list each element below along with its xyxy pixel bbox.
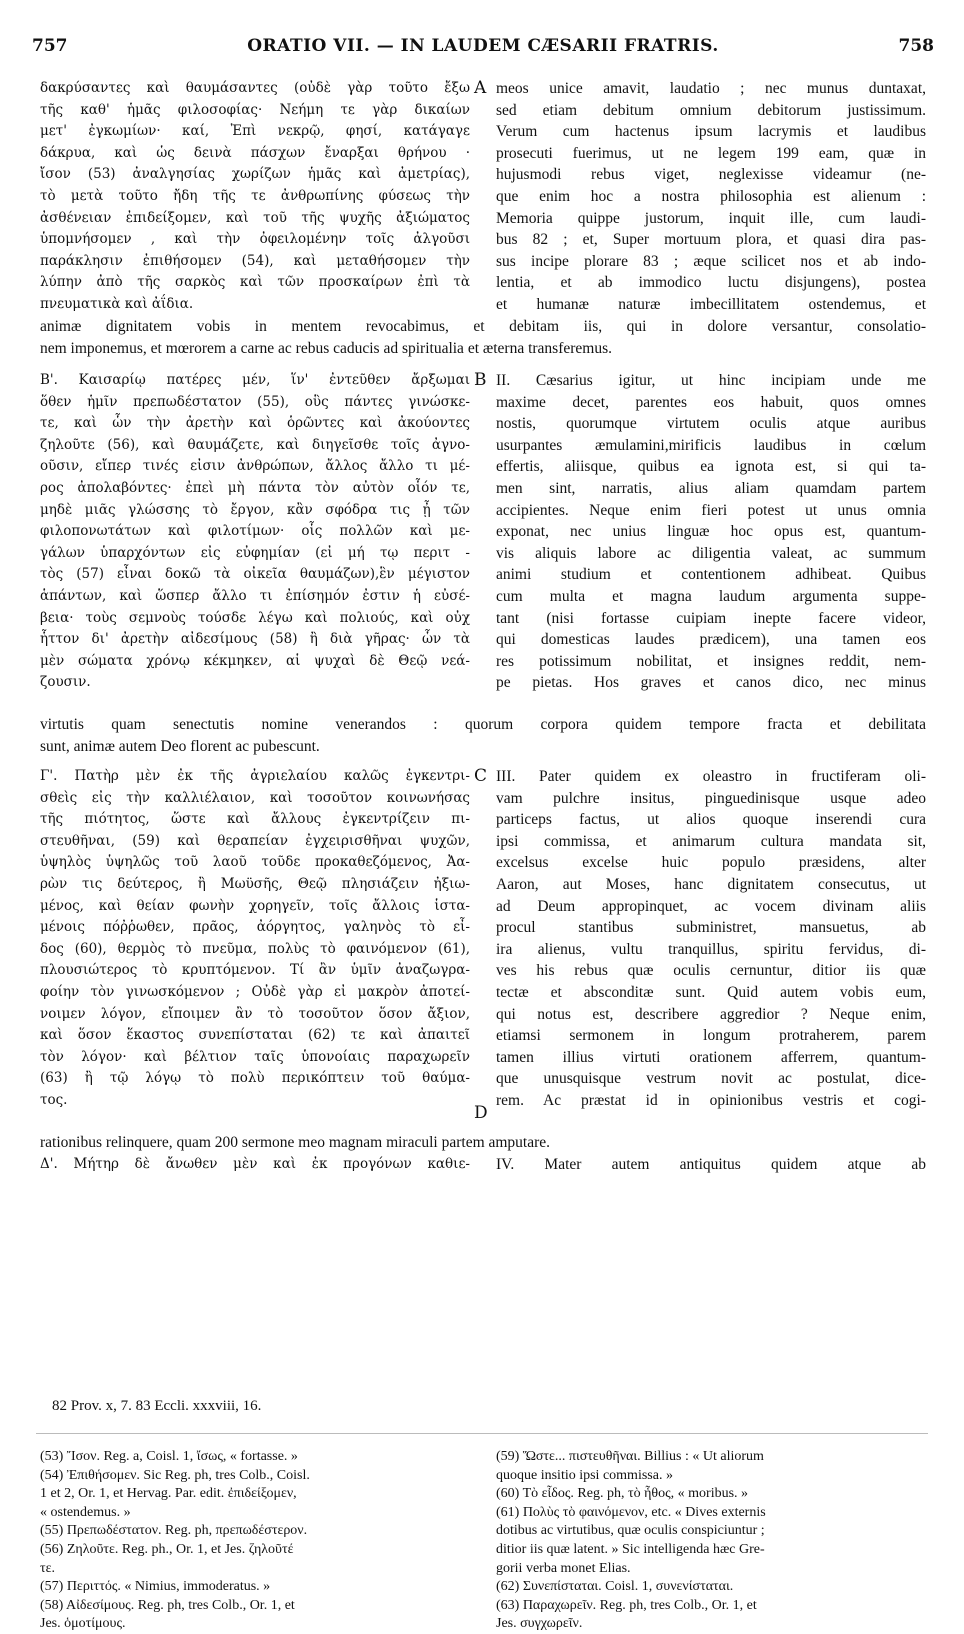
footnote-line: (61) Πολὺς τὸ φαινόμενον, etc. « Dives externis (496, 1504, 766, 1520)
footnote-line: (53) Ἴσον. Reg. a, Coisl. 1, ἴσως, « fortasse. » (40, 1449, 298, 1464)
latin-line: ipsi commissa, et animarum cultura mandata sit, (496, 832, 926, 850)
greek-line: πνευματικὰ καὶ ἀΐδια. (40, 295, 194, 312)
full-line: virtutis quam senectutis nomine venerandos : quorum corpora quidem tempore fracta et debilitata (40, 716, 926, 733)
latin-line: particeps factus, ut alios quoque inserendi cura (496, 811, 926, 829)
greek-line: φιλοπονωτάτων καὶ φιλοτίμων· οἷς πολλῶν καὶ με- (40, 523, 470, 540)
latin-line: etiamsi sermonem in longum protraherem, parem (496, 1027, 926, 1045)
full-line: sunt, animæ autem Deo florent ac pubescunt. (40, 737, 320, 755)
latin-line: IV. Mater autem antiquitus quidem atque ab (496, 1156, 926, 1173)
margin-marker-b: B (474, 370, 487, 390)
footnote-line: (62) Συνεπίσταται. Coisl. 1, συνενίσταται. (496, 1579, 734, 1595)
greek-line: τος. (40, 1091, 68, 1108)
scripture-citations: 82 Prov. x, 7. 83 Eccli. xxxviii, 16. (52, 1398, 262, 1414)
footnote-line: quoque insitio ipsi commissa. » (496, 1467, 673, 1483)
latin-line: qui notus est, describere aggredior ? Neque enim, (496, 1005, 926, 1023)
greek-column-section-1 (40, 78, 470, 316)
footnote-line: 1 et 2, Or. 1, et Hervag. Par. edit. ἐπιδείξομεν, (40, 1486, 297, 1502)
greek-line: Δ'. Μήτηρ δὲ ἄνωθεν μὲν καὶ ἐκ προγόνων καθιε- (40, 1156, 470, 1172)
latin-line: meos unice amavit, laudatio ; nec munus duntaxat, (496, 80, 926, 97)
greek-line: λύπην ἀπὸ τῆς σαρκὸς καὶ τῶν προσκαίρων ἐπὶ τὰ (40, 274, 470, 291)
footnote-divider (36, 1433, 928, 1434)
latin-line: maxime decet, parentes eos habuit, quos omnes (496, 393, 926, 411)
footnotes-right (496, 1448, 926, 1634)
footnote-line: « ostendemus. » (40, 1504, 131, 1520)
greek-line: στευθῆναι, (59) καὶ θεραπείαν ἐγχειρισθῆναι ψυχῶν, (40, 832, 470, 849)
latin-line: sus incipe plorare 83 ; æque scilicet nos et ab indo- (496, 252, 926, 270)
greek-line: φοίην τὸν γινωσκόμενον ; Οὐδὲ γὰρ εἰ μακρὸν ἀποτεί- (40, 983, 470, 1000)
latin-line: usurpantes æmulamini,mirificis laudibus in cœlum (496, 436, 926, 454)
margin-marker-c: C (474, 766, 488, 786)
latin-line: tectæ et absconditæ sunt. Quid autem vobis eum, (496, 983, 926, 1001)
footnote-line: (58) Αἰδεσίμους. Reg. ph, tres Colb., Or. 1, et (40, 1597, 295, 1613)
latin-line: exponat, nec unius linguæ hoc opus est, quantum- (496, 523, 926, 541)
greek-line: νοιμεν λόγον, εἴποιμεν ἂν τὸ τοσοῦτον ὅσον ἄξιον, (40, 1005, 470, 1022)
greek-line: ζηλοῦτε (56), καὶ θαυμάζετε, καὶ διηγεῖσθε τοῖς ἀγνο- (40, 436, 470, 453)
latin-line: men sint, narratis, alius aliam quamdam partem (496, 479, 926, 497)
greek-line: μένος, καὶ θείαν φωνὴν χορηγεῖν, τοῖς ἄλλοις ἱστα- (40, 897, 470, 914)
latin-column-section-2 (496, 370, 926, 694)
greek-line: καὶ ὅσον ἕκαστος συνεπίσταται (62) τε καὶ ἀπαιτεῖ (40, 1027, 470, 1044)
latin-line: ves his rebus quæ oculis cernuntur, ditior iis quæ (496, 962, 926, 980)
latin-line: Memoria quippe justorum, inquit ille, cum laudi- (496, 209, 926, 227)
greek-line: τε, καὶ ὧν τὴν ἀρετὴν καὶ ὁρῶντες καὶ ἀκούοντες (40, 415, 470, 432)
latin-line: nostis, quorumque virtutem oculis atque auribus (496, 415, 926, 433)
greek-line: ρὼν τις δεύτερος, ἢ Μωϋσῆς, Θεῷ πλησιάζειν ἠξιω- (40, 875, 470, 892)
greek-line: ἁπάντων, καὶ ὥσπερ ἄλλο τι ἐπίσημόν ἐστιν ἡ εὐσέ- (40, 587, 470, 604)
full-width-block-2 (40, 714, 926, 757)
greek-line: τὸ μετὰ τοῦτο ἤδη τῆς τε ἀνθρωπίνης φύσεως τὴν (40, 187, 470, 204)
latin-line: vis aliquis labore ac diligentia valeat, ac summum (496, 544, 926, 562)
latin-line: cum multa et magna laudum argumenta suppe- (496, 587, 926, 605)
footnote-line: (54) Ἐπιθήσομεν. Sic Reg. ph, tres Colb., Coisl. (40, 1467, 310, 1483)
footnote-line: Jes. συγχωρεῖν. (496, 1616, 583, 1632)
greek-line: παράκλησιν ἐπιθήσομεν (54), καὶ μεταθήσομεν τὴν (40, 252, 470, 269)
full-line: rationibus relinquere, quam 200 sermone meo magnam miraculi partem amputare. (40, 1134, 551, 1151)
page-number-left: 757 (32, 36, 68, 56)
greek-line: μὲν σώματα χρόνῳ κέκμηκεν, αἱ ψυχαὶ δὲ Θεῷ νεά- (40, 652, 470, 669)
latin-line: res potissimum nobilitat, et insignes reddit, nem- (496, 652, 926, 670)
margin-marker-a: A (474, 78, 487, 98)
latin-line: vam pulchre insitus, pinguedinisque usque adeo (496, 789, 926, 807)
latin-line: accipientes. Neque enim fieri potest ut unus omnia (496, 501, 926, 519)
latin-line: Aaron, aut Moses, hanc dignitatem consecutus, ut (496, 875, 926, 893)
latin-line: tamen illius virtuti orationem afferrem, quantum- (496, 1048, 926, 1066)
running-header (32, 36, 934, 60)
footnote-line: (63) Παραχωρεῖν. Reg. ph, tres Colb., Or. 1, et (496, 1597, 757, 1613)
greek-line: δος (60), θερμὸς τὸ πνεῦμα, πολὺς τὸ φαινόμενον (61), (40, 940, 470, 957)
latin-line: que unusquisque vestrum novit ac postulat, dice- (496, 1070, 926, 1088)
footnote-line: ditior iis quæ latent. » Sic intelligenda hæc Gre- (496, 1541, 765, 1557)
footnote-line: dotibus ac virtutibus, quæ oculis conspiciuntur ; (496, 1523, 765, 1539)
latin-line: que enim hoc a nostra philosophia est alienum : (496, 187, 926, 205)
greek-line: τῆς πιότητος, ὥστε καὶ ἄλλους ἐγκεντρίζειν πι- (40, 811, 470, 828)
latin-column-section-3 (496, 766, 926, 1112)
latin-column-section-4 (496, 1154, 926, 1176)
greek-line: μετ' ἐγκωμίων· καί, Ἐπὶ νεκρῷ, φησί, κατάγαγε (40, 123, 470, 140)
greek-line: μηδὲ μιᾶς γλώσσης τὸ ἔργον, κἂν σφόδρα τις ᾖ τῶν (40, 501, 470, 518)
footnote-line: (55) Πρεπωδέστατον. Reg. ph, πρεπωδέστερον. (40, 1523, 308, 1539)
footnote-line: τε. (40, 1560, 56, 1576)
latin-line: sed etiam debitum omnium debitorum justissimum. (496, 101, 926, 119)
greek-line: γάλων ὑπαρχόντων εἰς εὐφημίαν (εἰ μή τῳ περιτ - (40, 544, 470, 561)
greek-line: δάκρυα, καὶ ὡς δεινὰ πάσχων ἔναρξαι θρήνου · (40, 144, 470, 161)
running-title: ORATIO VII. — IN LAUDEM CÆSARII FRATRIS. (247, 36, 719, 56)
greek-line: ὑπομνήσομεν , καὶ τὴν ὀφειλομένην τοῖς ἀλγοῦσι (40, 231, 470, 248)
greek-line: βεια· τοὺς σεμνοὺς τούσδε λέγω καὶ πολιούς, καὶ οὐχ (40, 609, 470, 626)
latin-line: tant (nisi fortasse cuipiam inepte facere videor, (496, 609, 926, 627)
full-line: animæ dignitatem vobis in mentem revocabimus, et debitam iis, qui in dolore versantur, consolatio- (40, 318, 926, 335)
latin-line: excelsus excelse huic populo præsidens, alter (496, 854, 926, 872)
greek-column-section-4 (40, 1154, 470, 1176)
latin-line: effertis, aliisque, quibus ea ignota est, si qui ta- (496, 458, 926, 476)
latin-column-section-1 (496, 78, 926, 316)
footnotes-left (40, 1448, 470, 1634)
greek-line: ὅθεν ἡμῖν πρεπωδέστατον (55), οὓς πάντες γινώσκε- (40, 393, 470, 410)
latin-line: ad Deum appropinquet, ac vocem divinam aliis (496, 897, 926, 915)
latin-line: rem. Ac præstat id in opinionibus vestris et cogi- (496, 1091, 926, 1109)
greek-line: ὑψηλὸς ὑψηλῶς τοῦ λαοῦ τοῦδε προκαθεζόμενος, Ἀα- (40, 854, 470, 871)
greek-line: ἧττον δι' ἀρετὴν αἰδεσίμους (58) ἢ διὰ γῆρας· ὧν τὰ (40, 631, 470, 648)
greek-line: ζουσιν. (40, 674, 91, 691)
latin-line: ira alienus, vultu tranquillus, spiritu fervidus, di- (496, 940, 926, 958)
latin-line: animi studium et contentionem adhibeat. Quibus (496, 566, 926, 584)
greek-line: δακρύσαντες καὶ θαυμάσαντες (οὐδὲ γὰρ τοῦτο ἔξω (40, 80, 470, 96)
latin-line: procul stantibus subministret, mansuetus, ab (496, 919, 926, 937)
greek-line: τῆς καθ' ἡμᾶς φιλοσοφίας· Νεήμη τε γὰρ δικαίων (40, 101, 470, 118)
latin-line: pe pietas. Hos graves et canos dico, nec minus (496, 674, 926, 692)
full-width-block-3 (40, 1132, 926, 1154)
greek-line: ἀσθένειαν ἐπιδείξομεν, καὶ τοῦ τῆς ψυχῆς ἀξιώματος (40, 209, 470, 226)
footnote-line: (59) Ὥστε... πιστευθῆναι. Billius : « Ut aliorum (496, 1449, 764, 1464)
footnote-line: Jes. ὁμοτίμους. (40, 1616, 126, 1632)
greek-line: Β'. Καισαρίῳ πατέρες μέν, ἵν' ἐντεῦθεν ἄρξωμαι (40, 372, 470, 388)
latin-line: bus 82 ; et, Super mortuum plora, et quasi dira pas- (496, 231, 926, 249)
greek-line: τὸν λόγον· καὶ βέλτιον ταῖς ὑπονοίαις παραχωρεῖν (40, 1048, 470, 1065)
footnote-line: (56) Ζηλοῦτε. Reg. ph., Or. 1, et Jes. ζηλοῦτέ (40, 1541, 294, 1557)
footnote-line: (60) Τὸ εἶδος. Reg. ph, τὸ ἦθος, « moribus. » (496, 1486, 749, 1502)
greek-line: οῦσιν, εἴπερ τινές εἰσιν ἀνθρώπων, ἄλλος ἄλλο τι μέ- (40, 458, 470, 475)
latin-line: et humanæ naturæ imbecillitatem ostendemus, et (496, 295, 926, 313)
latin-line: lentia, et ab immodico luctu disjungens), postea (496, 274, 926, 292)
greek-line: τὸς (57) εἶναι δοκῶ τὰ οἰκεῖα θαυμάζων),ἓν μέγιστον (40, 566, 470, 583)
greek-line: (63) ἢ τῷ λόγῳ τὸ πολὺ περικόπτειν τοῦ θαύμα- (40, 1070, 470, 1087)
latin-line: prosecuti fuerimus, ut ne legem 199 eam, quæ in (496, 144, 926, 162)
footnote-line: gorii verba monet Elias. (496, 1560, 631, 1576)
greek-line: ρος ἀπολαβόντες· ἐπεὶ μὴ πάντα τὸν αὐτὸν οἷόν τε, (40, 479, 470, 496)
greek-line: ἴσον (53) ἀναλγησίας χωρίζων ἡμᾶς καὶ ἀμετρίας), (40, 166, 470, 183)
greek-column-section-3 (40, 766, 470, 1112)
footnote-line: (57) Περιττός. « Nimius, immoderatus. » (40, 1579, 271, 1595)
full-width-block-1 (40, 316, 926, 359)
page-number-right: 758 (898, 36, 934, 56)
full-line: nem imponemus, et mœrorem a carne ac rebus caducis ad spiritualia et æterna transferemus. (40, 339, 612, 357)
latin-line: qui domesticas laudes prædicem), una tamen eos (496, 631, 926, 649)
latin-line: III. Pater quidem ex oleastro in fructiferam oli- (496, 768, 926, 785)
greek-line: πλουσιώτερος τὸ κρυπτόμενον. Τί ἂν ὑμῖν ἀναζωγρα- (40, 962, 470, 979)
latin-line: Verum cum hactenus ipsum lacrymis et laudibus (496, 123, 926, 141)
margin-marker-d: D (474, 1103, 488, 1123)
greek-line: μένοις πόῤῥωθεν, πρᾶος, ἀόργητος, γαληνὸς τὸ εἶ- (40, 919, 470, 936)
greek-column-section-2 (40, 370, 470, 694)
latin-line: II. Cæsarius igitur, ut hinc incipiam unde me (496, 372, 926, 389)
latin-line: hujusmodi rebus viget, neglexisse videamur (ne- (496, 166, 926, 184)
greek-line: Γ'. Πατὴρ μὲν ἐκ τῆς ἀγριελαίου καλῶς ἐγκεντρι- (40, 768, 470, 784)
greek-line: σθεὶς εἰς τὴν καλλιέλαιον, καὶ τοσοῦτον κοινωνήσας (40, 789, 470, 806)
